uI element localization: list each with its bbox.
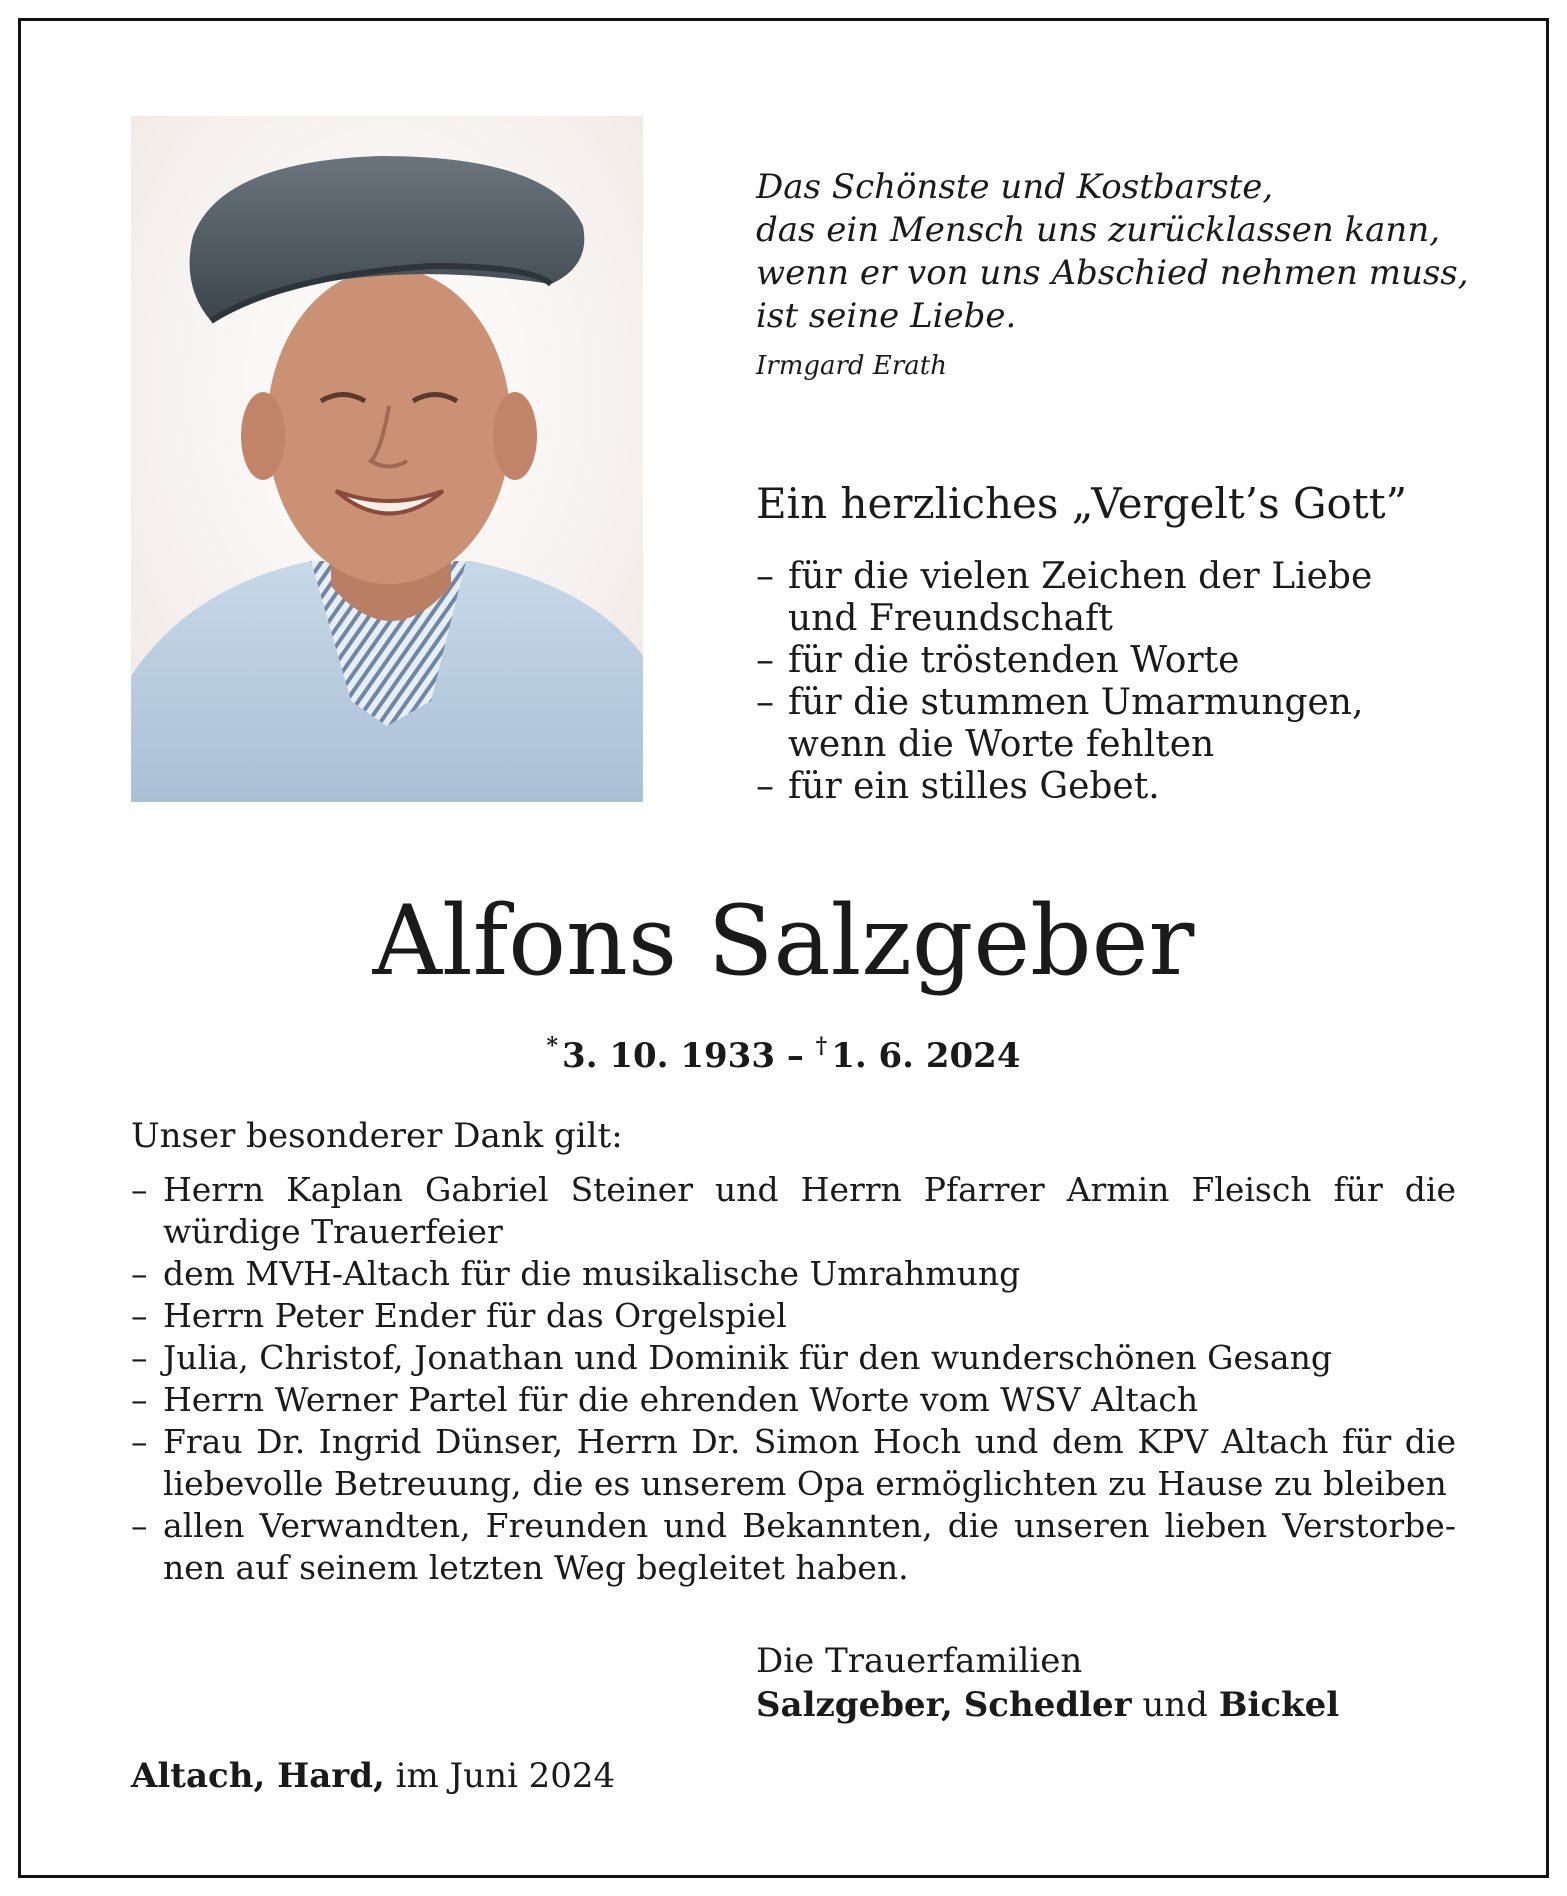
families-names	[756, 1683, 1339, 1727]
dank-item: – Frau Dr. Ingrid Dünser, Herrn Dr. Simon Hoch und dem KPV Altach für die liebevolle Betreuung, die es unserem Opa ermöglichten zu Hause zu bleiben	[131, 1421, 1456, 1505]
thanks-list	[756, 556, 1456, 808]
memorial-quote	[756, 166, 1476, 338]
portrait-photo	[131, 116, 643, 802]
place-month: im Juni 2024	[395, 1756, 616, 1796]
thanks-item-text: für die vielen Zeichen der Liebe und Freundschaft	[788, 556, 1373, 639]
dank-item: – Herrn Werner Partel für die ehrenden Worte vom WSV Altach	[131, 1379, 1456, 1421]
thanks-item	[756, 640, 1456, 682]
quote-line: Das Schönste und Kostbarste,	[756, 167, 1274, 207]
family-name: Bickel	[1218, 1685, 1340, 1725]
dank-item: – Julia, Christof, Jonathan und Dominik für den wunderschönen Gesang	[131, 1337, 1456, 1379]
birth-symbol: *	[546, 1033, 559, 1059]
dank-item: – Herrn Peter Ender für das Orgelspiel	[131, 1295, 1456, 1337]
life-dates	[21, 1033, 1546, 1076]
date-separator: –	[786, 1036, 804, 1076]
families-label: Die Trauerfamilien	[756, 1641, 1083, 1681]
dank-item: – dem MVH-Altach für die musikalische Umrahmung	[131, 1253, 1456, 1295]
birth-date: 3. 10. 1933	[562, 1036, 775, 1076]
quote-line: ist seine Liebe.	[756, 296, 1017, 336]
families-signature	[756, 1639, 1339, 1727]
death-symbol: †	[815, 1033, 828, 1059]
thanks-item-text: für die tröstenden Worte	[788, 640, 1240, 681]
dank-list	[131, 1169, 1456, 1589]
thanks-item-text: für ein stilles Gebet.	[788, 766, 1160, 807]
dank-intro: Unser besonderer Dank gilt:	[131, 1116, 623, 1156]
thanks-item-text: für die stummen Umarmungen, wenn die Worte fehlten	[788, 682, 1364, 765]
death-date: 1. 6. 2024	[831, 1036, 1021, 1076]
dank-item: – allen Verwandten, Freunden und Bekannten, die unseren lieben Verstorbe-nen auf seinem letzten Weg begleitet haben.	[131, 1505, 1456, 1589]
family-name: Salzgeber,	[756, 1685, 953, 1725]
dank-item: – Herrn Kaplan Gabriel Steiner und Herrn Pfarrer Armin Fleisch für die würdige Trauerfeier	[131, 1169, 1456, 1253]
deceased-name: Alfons Salzgeber	[372, 885, 1195, 997]
family-name: Schedler	[963, 1685, 1132, 1725]
quote-line: das ein Mensch uns zurücklassen kann,	[756, 210, 1441, 250]
thanks-item	[756, 682, 1456, 766]
quote-author: Irmgard Erath	[756, 351, 947, 381]
place-date	[131, 1756, 615, 1796]
obituary-card	[18, 18, 1549, 1878]
thanks-heading: Ein herzliches „Vergelt’s Gott”	[756, 479, 1408, 528]
thanks-item	[756, 766, 1456, 808]
thanks-item	[756, 556, 1456, 640]
family-conjunction: und	[1142, 1685, 1208, 1725]
place-names: Altach, Hard,	[131, 1756, 385, 1796]
quote-line: wenn er von uns Abschied nehmen muss,	[756, 253, 1469, 293]
